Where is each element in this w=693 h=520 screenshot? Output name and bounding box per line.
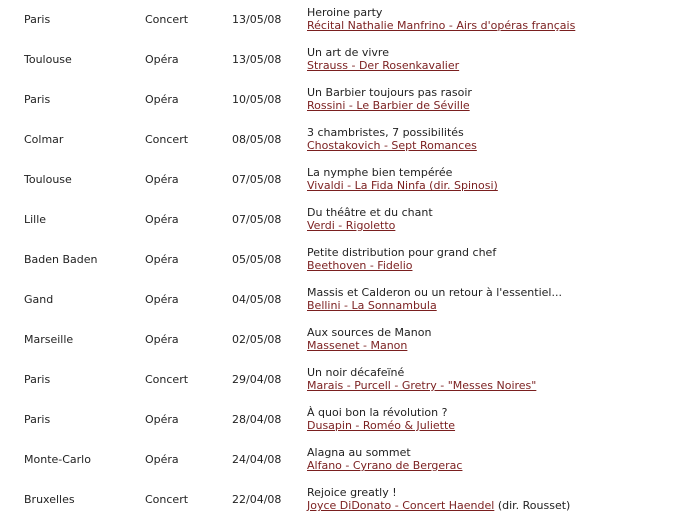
review-title: Heroine party: [307, 6, 383, 19]
review-title: Petite distribution pour grand chef: [307, 246, 497, 259]
review-link-line: [307, 139, 477, 152]
city-cell: Paris: [24, 13, 51, 26]
city-cell: Paris: [24, 93, 51, 106]
review-link-line: [307, 99, 472, 112]
table-row: [0, 120, 693, 160]
review-title: Un Barbier toujours pas rasoir: [307, 86, 472, 99]
table-row: [0, 280, 693, 320]
city-cell: Baden Baden: [24, 253, 98, 266]
review-cell: [307, 246, 496, 272]
genre-cell: Opéra: [145, 293, 179, 306]
table-row: [0, 320, 693, 360]
review-link[interactable]: Rossini - Le Barbier de Séville: [307, 99, 470, 112]
genre-cell: Opéra: [145, 213, 179, 226]
review-link[interactable]: Récital Nathalie Manfrino - Airs d'opéras français: [307, 19, 576, 32]
city-cell: Bruxelles: [24, 493, 75, 506]
city-cell: Paris: [24, 373, 51, 386]
review-cell: [307, 366, 536, 392]
review-cell: [307, 166, 498, 192]
date-cell: 05/05/08: [232, 253, 282, 266]
review-link[interactable]: Bellini - La Sonnambula: [307, 299, 437, 312]
review-link-line: [307, 419, 455, 432]
review-link-line: [307, 19, 575, 32]
city-cell: Marseille: [24, 333, 74, 346]
review-link-line: [307, 179, 498, 192]
review-link-line: [307, 459, 462, 472]
review-title: Un noir décafeïné: [307, 366, 405, 379]
table-row: [0, 0, 693, 40]
city-cell: Gand: [24, 293, 54, 306]
genre-cell: Opéra: [145, 173, 179, 186]
date-cell: 13/05/08: [232, 13, 282, 26]
table-row: [0, 160, 693, 200]
review-cell: [307, 126, 477, 152]
city-cell: Toulouse: [24, 173, 72, 186]
review-link[interactable]: Chostakovich - Sept Romances: [307, 139, 477, 152]
review-link-line: [307, 499, 570, 512]
review-cell: [307, 486, 570, 512]
review-title: À quoi bon la révolution ?: [307, 406, 448, 419]
genre-cell: Opéra: [145, 333, 179, 346]
city-cell: Paris: [24, 413, 51, 426]
city-cell: Monte-Carlo: [24, 453, 91, 466]
review-cell: [307, 446, 462, 472]
city-cell: Colmar: [24, 133, 64, 146]
review-cell: [307, 46, 459, 72]
review-title: 3 chambristes, 7 possibilités: [307, 126, 464, 139]
date-cell: 07/05/08: [232, 173, 282, 186]
review-cell: [307, 406, 455, 432]
review-title: Alagna au sommet: [307, 446, 411, 459]
review-link[interactable]: Alfano - Cyrano de Bergerac: [307, 459, 463, 472]
genre-cell: Opéra: [145, 413, 179, 426]
review-link[interactable]: Massenet - Manon: [307, 339, 408, 352]
genre-cell: Opéra: [145, 93, 179, 106]
review-title: La nymphe bien tempérée: [307, 166, 453, 179]
table-row: [0, 480, 693, 520]
review-cell: [307, 326, 431, 352]
review-link-line: [307, 379, 536, 392]
review-cell: [307, 86, 472, 112]
review-link-line: [307, 299, 562, 312]
review-link[interactable]: Joyce DiDonato - Concert Haendel: [307, 499, 495, 512]
review-title: Aux sources de Manon: [307, 326, 432, 339]
table-row: [0, 360, 693, 400]
date-cell: 02/05/08: [232, 333, 282, 346]
review-link[interactable]: Vivaldi - La Fida Ninfa (dir. Spinosi): [307, 179, 498, 192]
genre-cell: Concert: [145, 13, 189, 26]
review-link[interactable]: Beethoven - Fidelio: [307, 259, 413, 272]
table-row: [0, 40, 693, 80]
table-row: [0, 200, 693, 240]
review-link[interactable]: Marais - Purcell - Gretry - "Messes Noires": [307, 379, 537, 392]
review-title: Massis et Calderon ou un retour à l'essentiel...: [307, 286, 562, 299]
date-cell: 13/05/08: [232, 53, 282, 66]
review-note: (dir. Rousset): [494, 499, 571, 512]
table-row: [0, 80, 693, 120]
genre-cell: Opéra: [145, 453, 179, 466]
genre-cell: Concert: [145, 133, 189, 146]
city-cell: Toulouse: [24, 53, 72, 66]
table-row: [0, 440, 693, 480]
city-cell: Lille: [24, 213, 47, 226]
review-link-line: [307, 59, 459, 72]
review-link-line: [307, 259, 496, 272]
date-cell: 29/04/08: [232, 373, 282, 386]
table-row: [0, 240, 693, 280]
review-link[interactable]: Dusapin - Roméo & Juliette: [307, 419, 456, 432]
review-title: Du théâtre et du chant: [307, 206, 433, 219]
genre-cell: Opéra: [145, 253, 179, 266]
review-link[interactable]: Verdi - Rigoletto: [307, 219, 396, 232]
date-cell: 10/05/08: [232, 93, 282, 106]
table-row: [0, 400, 693, 440]
date-cell: 04/05/08: [232, 293, 282, 306]
date-cell: 08/05/08: [232, 133, 282, 146]
review-link-line: [307, 339, 431, 352]
date-cell: 28/04/08: [232, 413, 282, 426]
review-cell: [307, 6, 575, 32]
review-cell: [307, 206, 433, 232]
date-cell: 24/04/08: [232, 453, 282, 466]
date-cell: 22/04/08: [232, 493, 282, 506]
genre-cell: Opéra: [145, 53, 179, 66]
review-link[interactable]: Strauss - Der Rosenkavalier: [307, 59, 460, 72]
review-title: Un art de vivre: [307, 46, 389, 59]
review-link-line: [307, 219, 433, 232]
genre-cell: Concert: [145, 373, 189, 386]
review-cell: [307, 286, 562, 312]
genre-cell: Concert: [145, 493, 189, 506]
date-cell: 07/05/08: [232, 213, 282, 226]
review-title: Rejoice greatly !: [307, 486, 397, 499]
